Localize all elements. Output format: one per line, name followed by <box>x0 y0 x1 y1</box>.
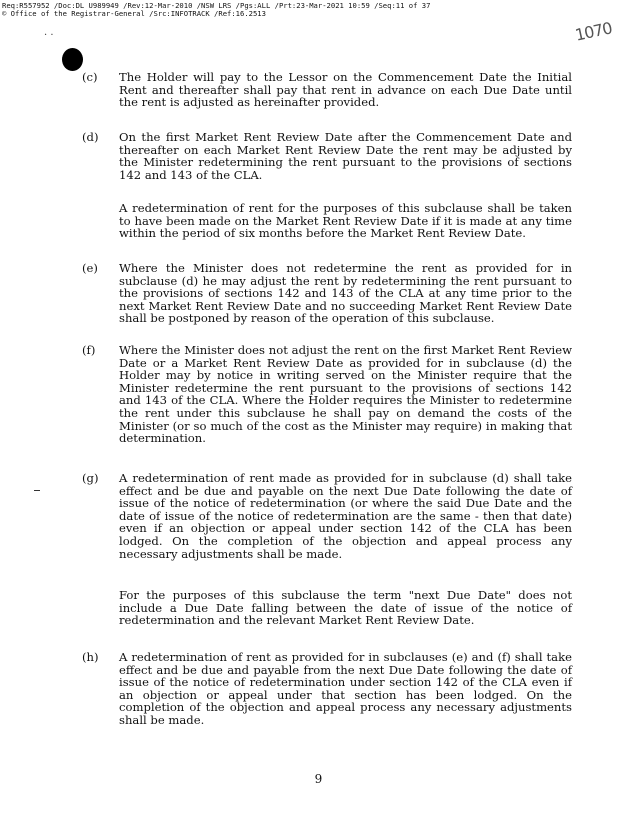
page-number: 9 <box>314 772 323 786</box>
clause-text: A redetermination of rent made as provided for in subclause (d) shall take effect and be due and payable on the next Due Date following the date of issue of the notice of redetermination (or where the said Due Date and the date of issue of the notice of redetermination are the same - then that date) even if an objection or appeal under section 142 of the CLA has been lodged. On the completion of the objection and appeal process any necessary adjustments shall be made. <box>119 471 572 561</box>
clause-label: (d) <box>82 130 99 144</box>
document-header-line-2: © Office of the Registrar-General /Src:INFOTRACK /Ref:16.2513 <box>2 9 266 18</box>
clause-g-followup: For the purposes of this subclause the term "next Due Date" does not include a Due Date falling between the date of issue of the notice of redetermination and the relevant Market Rent Review Date. <box>119 588 572 628</box>
clause-f <box>82 344 572 445</box>
clause-label: (e) <box>82 261 98 275</box>
clause-label: (g) <box>82 471 99 485</box>
clause-label: (f) <box>82 343 96 357</box>
clause-label: (h) <box>82 650 99 664</box>
scan-speck-dots: · · <box>44 30 54 41</box>
document-header-line-1: Req:R557952 /Doc:DL U989949 /Rev:12-Mar-2010 /NSW LRS /Pgs:ALL /Prt:23-Mar-2021 10:59 /Seq:11 of 37 <box>2 1 431 10</box>
handwritten-page-mark: 1070 <box>573 18 614 45</box>
clause-text: Where the Minister does not redetermine the rent as provided for in subclause (d) he may adjust the rent by redetermining the rent pursuant to the provisions of sections 142 and 143 of the CLA at any time prior to the next Market Rent Review Date and no succeeding Market Rent Review Date shall be postponed by reason of the operation of this subclause. <box>119 261 572 326</box>
clause-h <box>82 651 572 727</box>
clause-label: (c) <box>82 70 98 84</box>
clause-g <box>82 472 572 560</box>
clause-text: On the first Market Rent Review Date after the Commencement Date and thereafter on each Market Rent Review Date the rent may be adjusted by the Minister redetermining the rent pursuant to the provisions of sections 142 and 143 of the CLA. <box>119 130 572 182</box>
clause-d <box>82 131 572 181</box>
clause-e <box>82 262 572 325</box>
clause-text: A redetermination of rent as provided for in subclauses (e) and (f) shall take effect and be due and payable from the next Due Date following the date of issue of the notice of redetermination under section 142 of the CLA even if an objection or appeal under that section has been lodged. On the completion of the objection and appeal process any necessary adjustments shall be made. <box>119 650 572 727</box>
clause-text: The Holder will pay to the Lessor on the Commencement Date the Initial Rent and thereafter shall pay that rent in advance on each Due Date until the rent is adjusted as hereinafter provided. <box>119 70 572 110</box>
scan-speck <box>34 490 40 491</box>
clause-d-followup: A redetermination of rent for the purposes of this subclause shall be taken to have been made on the Market Rent Review Date if it is made at any time within the period of six months before the Market Rent Review Date. <box>119 201 572 241</box>
punch-hole-mark <box>62 48 83 71</box>
clause-text: Where the Minister does not adjust the rent on the first Market Rent Review Date or a Market Rent Review Date as provided for in subclause (d) the Holder may by notice in writing served on the Minister require that the Minister redetermine the rent pursuant to the provisions of sections 142 and 143 of the CLA. Where the Holder requires the Minister to redetermine the rent under this subclause he shall pay on demand the costs of the Minister (or so much of the cost as the Minister may require) in making that determination. <box>119 343 572 446</box>
clause-c <box>82 71 572 109</box>
